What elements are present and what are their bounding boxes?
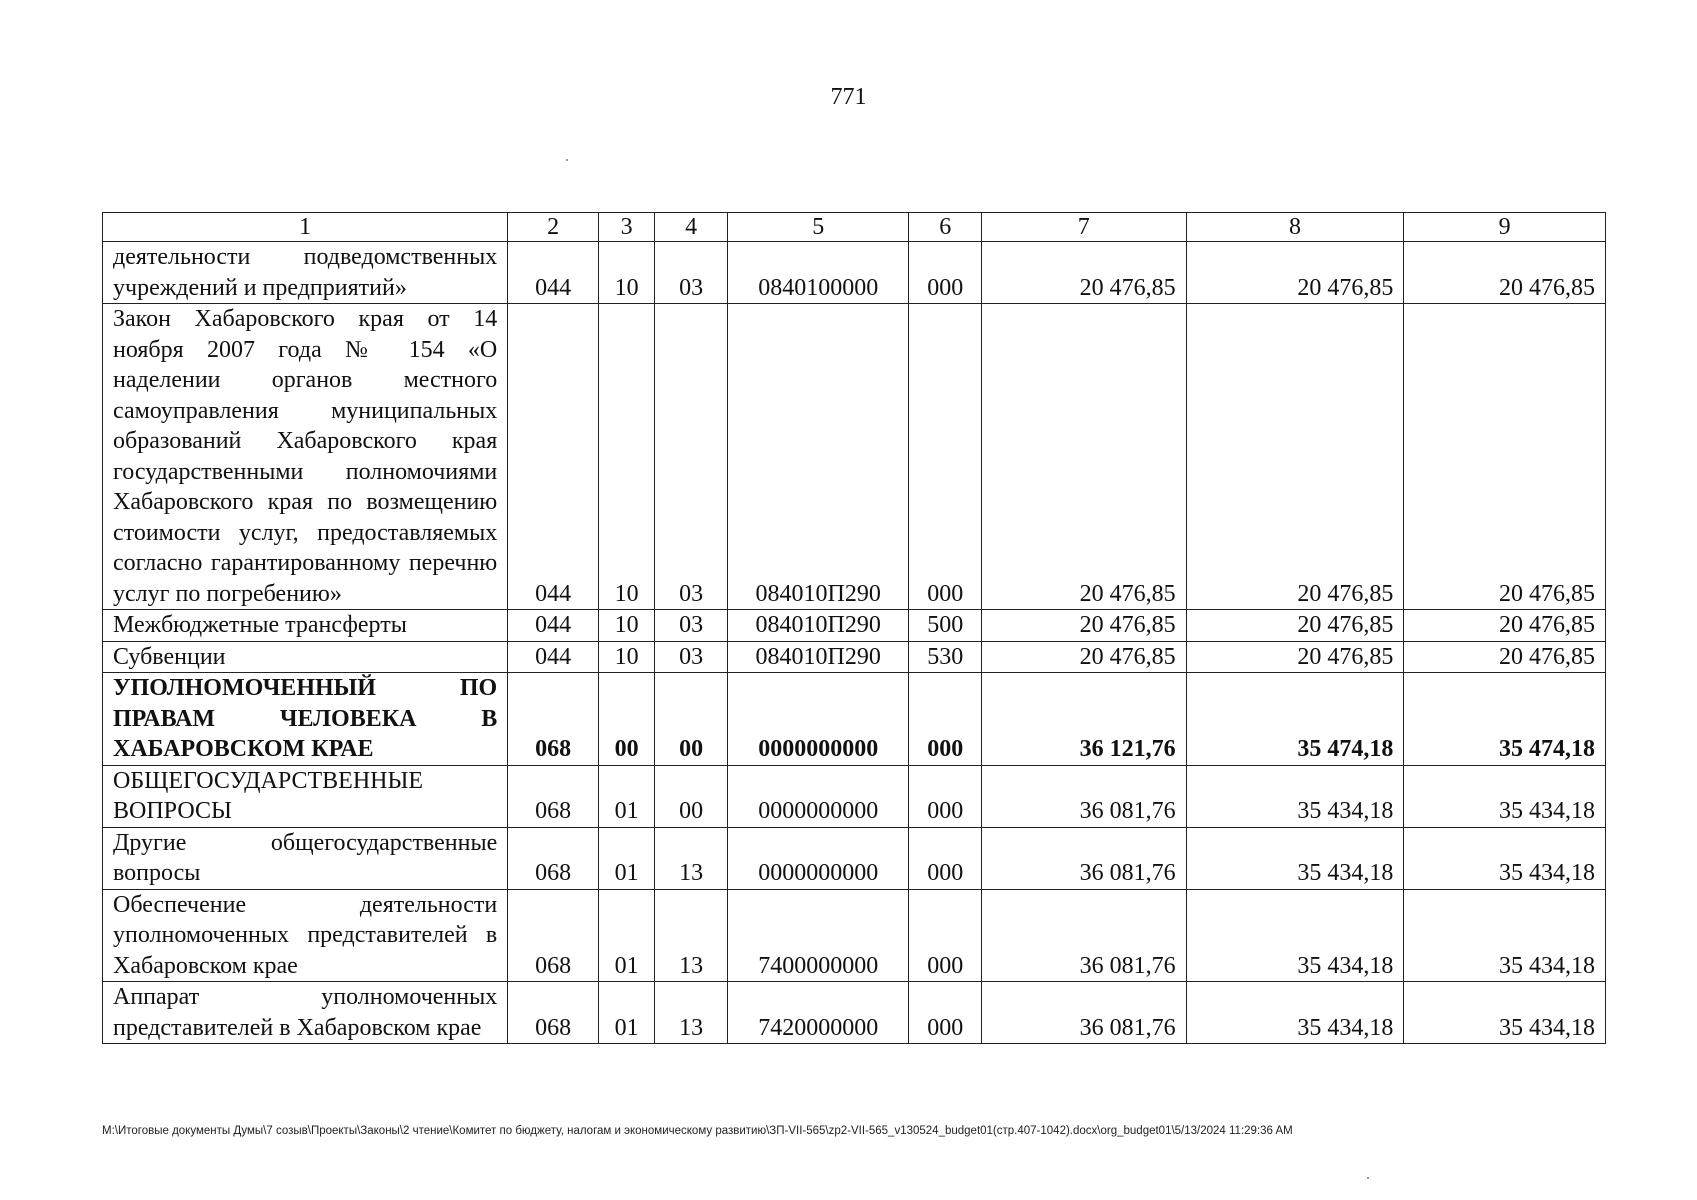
amount-year-1: 36 081,76: [981, 827, 1186, 889]
row-name: деятельности подведомственных учреждений и предприятий»: [103, 242, 508, 304]
amount-year-2: 20 476,85: [1186, 242, 1404, 304]
file-path-footer: M:\Итоговые документы Думы\7 созыв\Проекты\Законы\2 чтение\Комитет по бюджету, налогам и экономическому развитию\ЗП-VII-565\zp2-VII-565_v130524_budget01(стр.407-1042).docx\org_budget01\5/13/2024 11:29:36 AM: [102, 1125, 1293, 1137]
table-row: [103, 889, 1606, 982]
amount-year-3: 35 434,18: [1404, 889, 1606, 982]
amount-year-3: 20 476,85: [1404, 304, 1606, 610]
target-article-code: 0000000000: [727, 765, 908, 827]
department-code: 068: [508, 889, 599, 982]
expense-type-code: 500: [909, 610, 982, 642]
section-code: 00: [598, 673, 654, 766]
subsection-code: 03: [655, 641, 728, 673]
amount-year-3: 35 434,18: [1404, 827, 1606, 889]
expense-type-code: 000: [909, 889, 982, 982]
department-code: 068: [508, 765, 599, 827]
subsection-code: 03: [655, 242, 728, 304]
amount-year-2: 20 476,85: [1186, 610, 1404, 642]
scan-speck: [566, 159, 568, 161]
target-article-code: 7400000000: [727, 889, 908, 982]
section-code: 01: [598, 982, 654, 1044]
amount-year-2: 20 476,85: [1186, 304, 1404, 610]
table-row: [103, 641, 1606, 673]
row-name: Аппарат уполномоченных представителей в Хабаровском крае: [103, 982, 508, 1044]
department-code: 044: [508, 242, 599, 304]
target-article-code: 0000000000: [727, 827, 908, 889]
expense-type-code: 000: [909, 673, 982, 766]
amount-year-2: 35 434,18: [1186, 889, 1404, 982]
amount-year-1: 20 476,85: [981, 242, 1186, 304]
amount-year-1: 36 081,76: [981, 765, 1186, 827]
section-code: 01: [598, 765, 654, 827]
table-row: [103, 982, 1606, 1044]
subsection-code: 03: [655, 610, 728, 642]
amount-year-3: 20 476,85: [1404, 610, 1606, 642]
table-row: [103, 304, 1606, 610]
row-name: Обеспечение деятельности уполномоченных представителей в Хабаровском крае: [103, 889, 508, 982]
expense-type-code: 000: [909, 765, 982, 827]
amount-year-2: 20 476,85: [1186, 641, 1404, 673]
department-code: 044: [508, 641, 599, 673]
subsection-code: 13: [655, 889, 728, 982]
amount-year-3: 20 476,85: [1404, 641, 1606, 673]
amount-year-2: 35 434,18: [1186, 982, 1404, 1044]
subsection-code: 03: [655, 304, 728, 610]
table-body: [103, 213, 1606, 1044]
amount-year-2: 35 474,18: [1186, 673, 1404, 766]
table-row: [103, 673, 1606, 766]
amount-year-1: 20 476,85: [981, 304, 1186, 610]
row-name: Закон Хабаровского края от 14 ноября 2007 года № 154 «О наделении органов местного самоуправления муниципальных образований Хабаровского края государственными полномочиями Хабаровского края по возмещению стоимости услуг, предоставляемых согласно гарантированному перечню услуг по погребению»: [103, 304, 508, 610]
row-name: Межбюджетные трансферты: [103, 610, 508, 642]
budget-table: [102, 212, 1606, 1044]
section-code: 10: [598, 610, 654, 642]
column-number: 3: [598, 213, 654, 242]
table-row: [103, 242, 1606, 304]
amount-year-3: 20 476,85: [1404, 242, 1606, 304]
table-row: [103, 765, 1606, 827]
target-article-code: 084010П290: [727, 641, 908, 673]
row-name: Другие общегосударственные вопросы: [103, 827, 508, 889]
column-number: 2: [508, 213, 599, 242]
department-code: 068: [508, 982, 599, 1044]
amount-year-1: 20 476,85: [981, 641, 1186, 673]
target-article-code: 0000000000: [727, 673, 908, 766]
amount-year-3: 35 434,18: [1404, 765, 1606, 827]
row-name: ОБЩЕГОСУДАРСТВЕННЫЕ ВОПРОСЫ: [103, 765, 508, 827]
subsection-code: 13: [655, 982, 728, 1044]
target-article-code: 084010П290: [727, 304, 908, 610]
column-number: 5: [727, 213, 908, 242]
amount-year-3: 35 474,18: [1404, 673, 1606, 766]
section-code: 10: [598, 242, 654, 304]
section-code: 01: [598, 827, 654, 889]
expense-type-code: 000: [909, 982, 982, 1044]
section-code: 10: [598, 641, 654, 673]
subsection-code: 00: [655, 765, 728, 827]
expense-type-code: 000: [909, 242, 982, 304]
column-number: 7: [981, 213, 1186, 242]
target-article-code: 0840100000: [727, 242, 908, 304]
amount-year-2: 35 434,18: [1186, 827, 1404, 889]
column-number: 9: [1404, 213, 1606, 242]
department-code: 044: [508, 304, 599, 610]
target-article-code: 7420000000: [727, 982, 908, 1044]
scan-speck: [1367, 1177, 1369, 1179]
subsection-code: 13: [655, 827, 728, 889]
department-code: 044: [508, 610, 599, 642]
amount-year-1: 20 476,85: [981, 610, 1186, 642]
expense-type-code: 000: [909, 827, 982, 889]
expense-type-code: 000: [909, 304, 982, 610]
amount-year-3: 35 434,18: [1404, 982, 1606, 1044]
column-number: 6: [909, 213, 982, 242]
department-code: 068: [508, 673, 599, 766]
department-code: 068: [508, 827, 599, 889]
target-article-code: 084010П290: [727, 610, 908, 642]
amount-year-2: 35 434,18: [1186, 765, 1404, 827]
section-code: 01: [598, 889, 654, 982]
amount-year-1: 36 081,76: [981, 982, 1186, 1044]
section-code: 10: [598, 304, 654, 610]
column-number: 4: [655, 213, 728, 242]
column-number: 1: [103, 213, 508, 242]
row-name: Субвенции: [103, 641, 508, 673]
amount-year-1: 36 081,76: [981, 889, 1186, 982]
column-number-row: [103, 213, 1606, 242]
expense-type-code: 530: [909, 641, 982, 673]
table-row: [103, 610, 1606, 642]
column-number: 8: [1186, 213, 1404, 242]
page-number: 771: [830, 84, 867, 110]
table-row: [103, 827, 1606, 889]
subsection-code: 00: [655, 673, 728, 766]
row-name: УПОЛНОМОЧЕННЫЙ ПО ПРАВАМ ЧЕЛОВЕКА В ХАБАРОВСКОМ КРАЕ: [103, 673, 508, 766]
amount-year-1: 36 121,76: [981, 673, 1186, 766]
